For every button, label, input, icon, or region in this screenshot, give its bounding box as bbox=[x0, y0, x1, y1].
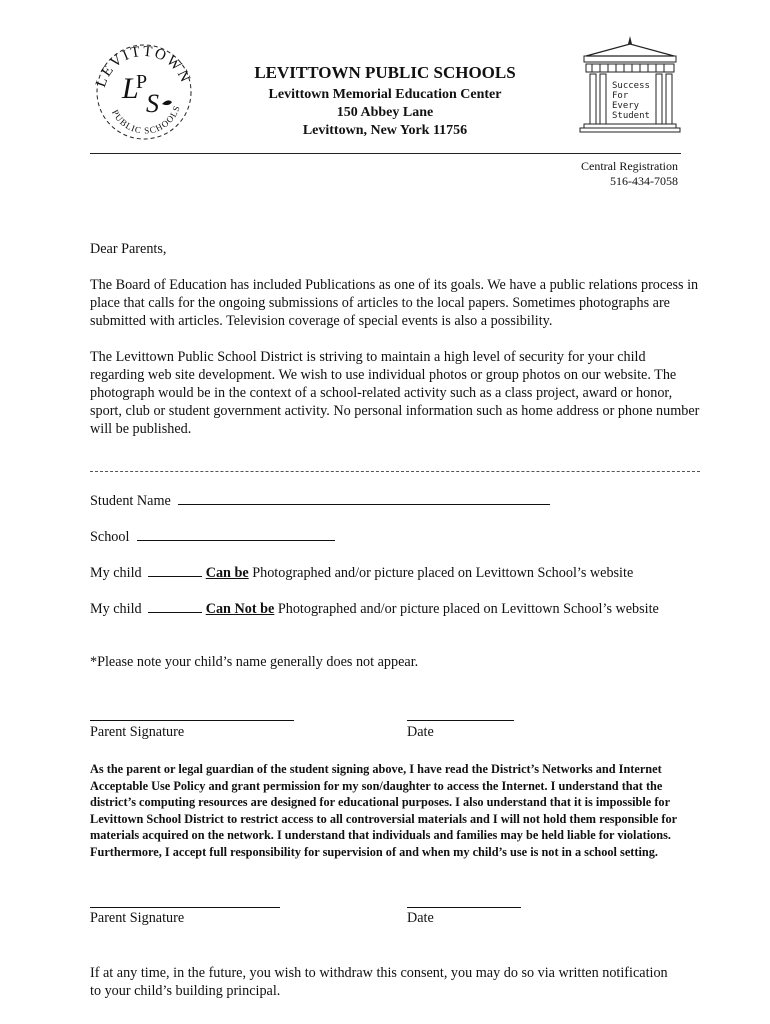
logo-line-2: For bbox=[612, 91, 629, 101]
svg-text:L: L bbox=[122, 72, 139, 105]
date-line-2[interactable] bbox=[407, 907, 521, 908]
svg-text:S: S bbox=[146, 89, 159, 118]
can-not-be-row bbox=[90, 600, 659, 618]
success-temple-logo bbox=[578, 34, 682, 134]
district-title: LEVITTOWN PUBLIC SCHOOLS bbox=[254, 63, 516, 82]
header-street: 150 Abbey Lane bbox=[336, 105, 434, 120]
central-registration bbox=[581, 159, 678, 189]
logo-line-4: Student bbox=[612, 111, 650, 121]
parent-signature-label-2: Parent Signature bbox=[90, 910, 185, 926]
district-seal-logo bbox=[92, 40, 196, 144]
central-registration-label: Central Registration bbox=[581, 159, 678, 173]
header-city: Levittown, New York 11756 bbox=[302, 123, 468, 138]
can-be-option: Can be bbox=[205, 565, 249, 581]
logo-bottom-text: PUBLIC SCHOOLS bbox=[109, 103, 182, 136]
school-row bbox=[90, 528, 335, 546]
parent-signature-line-1[interactable] bbox=[90, 720, 294, 721]
my-child-label-2: My child bbox=[90, 601, 142, 617]
date-label-1: Date bbox=[407, 724, 434, 740]
student-name-label: Student Name bbox=[90, 493, 171, 509]
logo-arc-text: LEVITTOWN bbox=[93, 43, 194, 90]
can-be-text: Photographed and/or picture placed on Levittown School’s website bbox=[252, 565, 634, 581]
parent-signature-label-1: Parent Signature bbox=[90, 724, 185, 740]
logo-line-3: Every bbox=[612, 101, 640, 111]
my-child-label: My child bbox=[90, 565, 142, 581]
header-divider bbox=[90, 153, 681, 154]
paragraph-security: The Levittown Public School District is striving to maintain a high level of security for your child regarding web site development. We wish to use individual photos or group photos on our website. The photograph would be in the context of a school-related activity such as a class project, award or honor, sport, club or student government activity. No personal information such as home address or phone number will be published. bbox=[90, 349, 700, 437]
student-name-row bbox=[90, 492, 550, 510]
logo-line-1: Success bbox=[612, 81, 650, 91]
date-label-2: Date bbox=[407, 910, 434, 926]
school-field[interactable] bbox=[137, 528, 335, 541]
date-line-1[interactable] bbox=[407, 720, 514, 721]
salutation: Dear Parents, bbox=[90, 241, 167, 257]
can-not-be-option: Can Not be bbox=[205, 601, 275, 617]
can-not-be-checkbox-line[interactable] bbox=[148, 600, 202, 613]
acceptable-use-policy: As the parent or legal guardian of the student signing above, I have read the District’s Networks and Internet Acceptable Use Policy and grant permission for my son/daughter to access the Internet. I understand that the district’s computing resources are designed for educational purposes. I also understand that it is impossible for Levittown School District to restrict access to all controversial materials and I will not hold them responsible for materials acquired on the network. I understand that individuals and families may be held liable for violations. Furthermore, I accept full responsibility for supervision of and when my child’s use is not in a school setting. bbox=[90, 762, 677, 859]
paragraph-publications: The Board of Education has included Publications as one of its goals. We have a public relations process in place that calls for the ongoing submissions of articles to the local papers. Sometimes photographs are submitted with articles. Television coverage of special events is also a possibility. bbox=[90, 277, 699, 329]
withdraw-consent-note: If at any time, in the future, you wish to withdraw this consent, you may do so via written notification to your child’s building principal. bbox=[90, 965, 668, 999]
parent-signature-line-2[interactable] bbox=[90, 907, 280, 908]
can-not-be-text: Photographed and/or picture placed on Levittown School’s website bbox=[277, 601, 659, 617]
header-center-name: Levittown Memorial Education Center bbox=[268, 87, 502, 102]
svg-text:P: P bbox=[136, 71, 148, 93]
name-note: *Please note your child’s name generally does not appear. bbox=[90, 654, 419, 670]
cut-line bbox=[90, 471, 700, 472]
school-label: School bbox=[90, 529, 130, 545]
central-registration-phone: 516-434-7058 bbox=[610, 174, 678, 188]
can-be-row bbox=[90, 564, 633, 582]
can-be-checkbox-line[interactable] bbox=[148, 564, 202, 577]
student-name-field[interactable] bbox=[178, 492, 550, 505]
